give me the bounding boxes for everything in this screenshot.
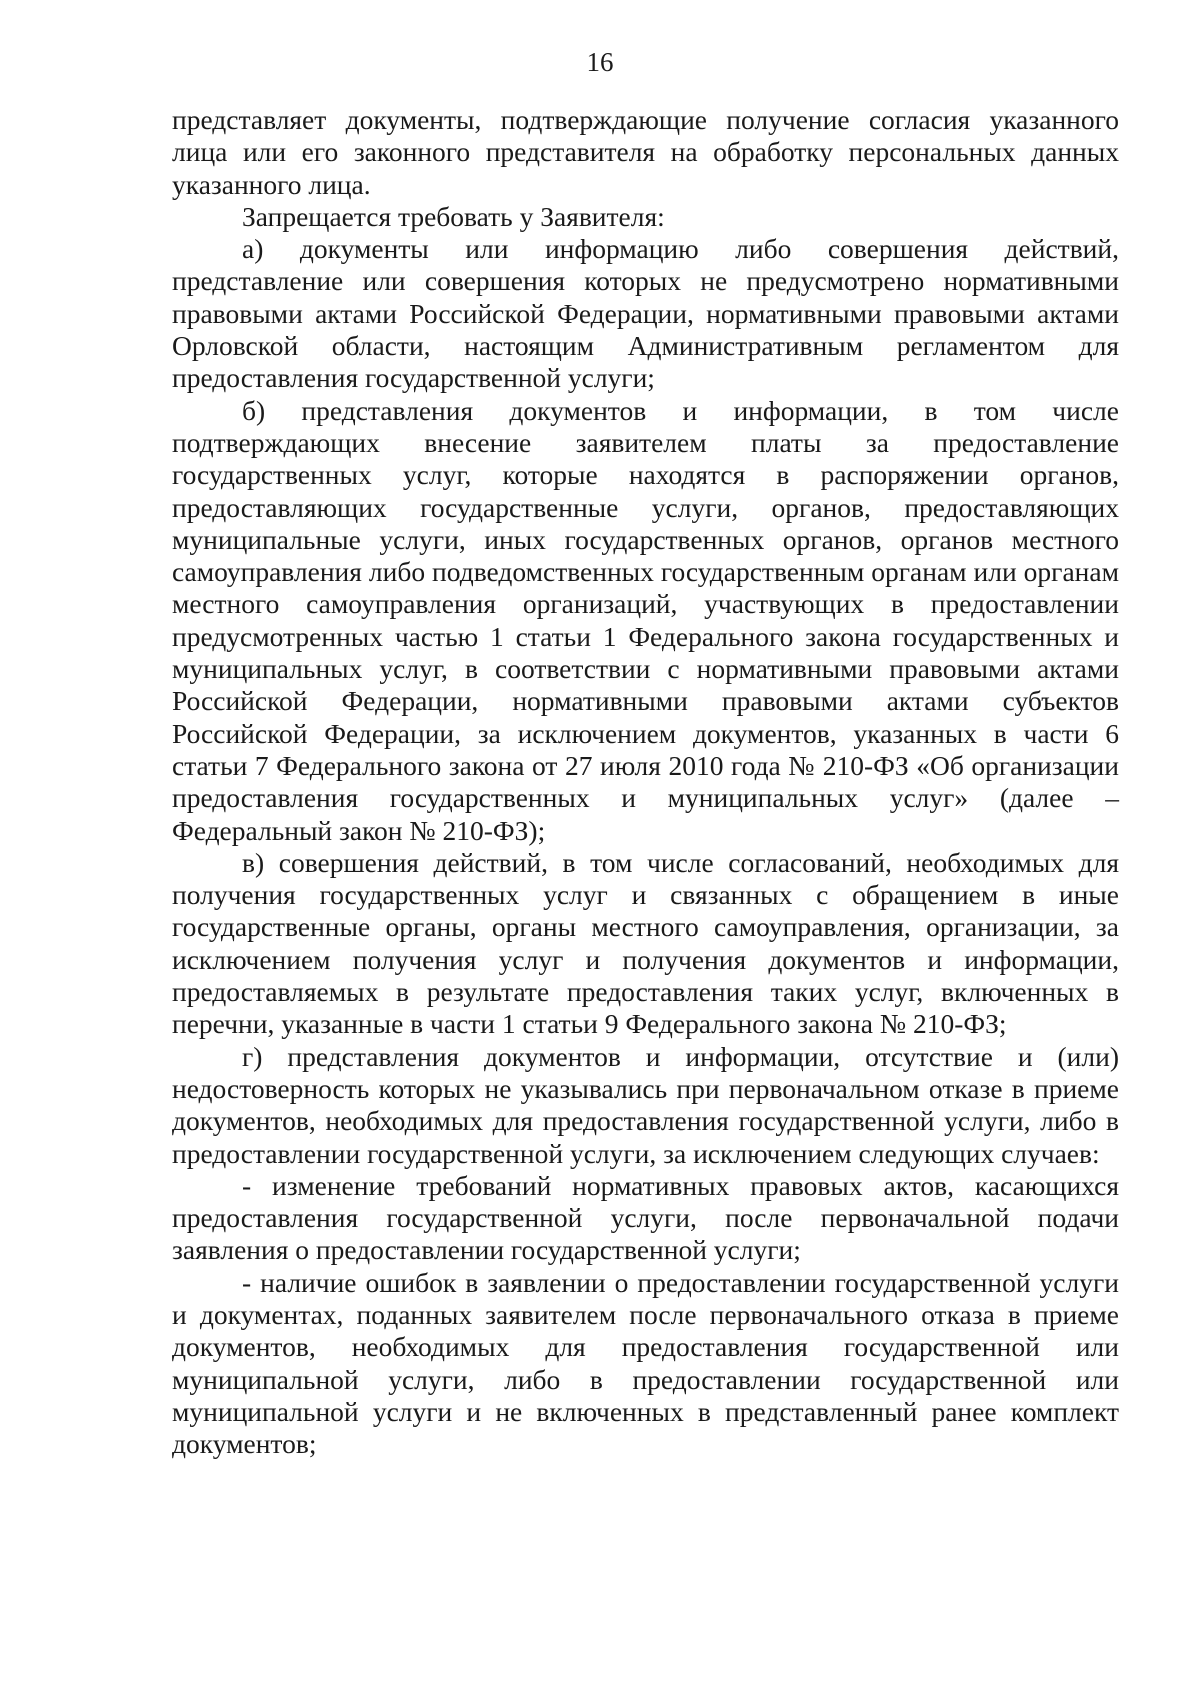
paragraph: а) документы или информацию либо совершения действий, представление или совершения которых не предусмотрено нормативными правовыми актами Российской Федерации, нормативными правовыми актами Орловской области, настоящим Административным регламентом для предоставления государственной услуги;: [172, 233, 1119, 394]
paragraph: в) совершения действий, в том числе согласований, необходимых для получения государственных услуг и связанных с обращением в иные государственные органы, органы местного самоуправления, организации, за исключением получения услуг и получения документов и информации, предоставляемых в результате предоставления таких услуг, включенных в перечни, указанные в части 1 статьи 9 Федерального закона № 210-ФЗ;: [172, 846, 1119, 1040]
paragraph: г) представления документов и информации, отсутствие и (или) недостоверность которых не указывались при первоначальном отказе в приеме документов, необходимых для предоставления государственной услуги, либо в предоставлении государственной услуги, за исключением следующих случаев:: [172, 1040, 1119, 1169]
paragraph: - изменение требований нормативных правовых актов, касающихся предоставления государственной услуги, после первоначальной подачи заявления о предоставлении государственной услуги;: [172, 1169, 1119, 1266]
body-text: [172, 104, 1119, 1460]
paragraph: представляет документы, подтверждающие получение согласия указанного лица или его законного представителя на обработку персональных данных указанного лица.: [172, 104, 1119, 200]
paragraph: б) представления документов и информации, в том числе подтверждающих внесение заявителем платы за предоставление государственных услуг, которые находятся в распоряжении органов, предоставляющих государственные услуги, органов, предоставляющих муниципальные услуги, иных государственных органов, органов местного самоуправления либо подведомственных государственным органам или органам местного самоуправления организаций, участвующих в предоставлении предусмотренных частью 1 статьи 1 Федерального закона государственных и муниципальных услуг, в соответствии с нормативными правовыми актами Российской Федерации, нормативными правовыми актами субъектов Российской Федерации, за исключением документов, указанных в части 6 статьи 7 Федерального закона от 27 июля 2010 года № 210-ФЗ «Об организации предоставления государственных и муниципальных услуг» (далее – Федеральный закон № 210-ФЗ);: [172, 394, 1119, 846]
page-number: 16: [586, 47, 614, 77]
paragraph: Запрещается требовать у Заявителя:: [242, 200, 665, 232]
paragraph: - наличие ошибок в заявлении о предоставлении государственной услуги и документах, поданных заявителем после первоначального отказа в приеме документов, необходимых для предоставления государственной или муниципальной услуги, либо в предоставлении государственной или муниципальной услуги и не включенных в представленный ранее комплект документов;: [172, 1266, 1119, 1460]
